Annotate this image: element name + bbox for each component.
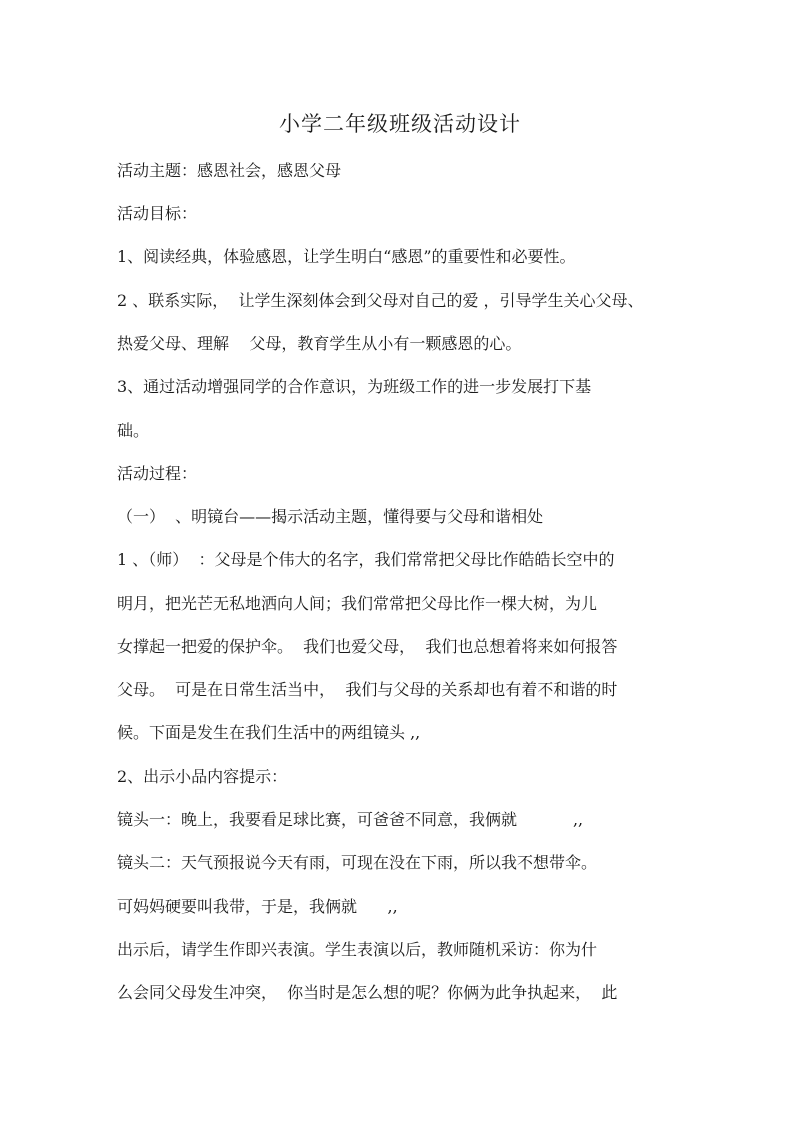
performance-continued-line: 么会同父母发生冲突， 你当时是怎么想的呢？你俩为此争执起来， 此 <box>117 983 618 1002</box>
scene-2-line: 镜头二：天气预报说今天有雨，可现在没在下雨，所以我不想带伞。 <box>117 853 598 872</box>
step-1-line-4: 父母。 可是在日常生活当中， 我们与父母的关系却也有着不和谐的时 <box>117 680 618 699</box>
step-1-line: 1 、（师） ：父母是个伟大的名字，我们常常把父母比作皓皓长空中的 <box>117 550 615 569</box>
activity-theme-line: 活动主题：感恩社会，感恩父母 <box>117 161 342 180</box>
step-1-line-5: 候。下面是发生在我们生活中的两组镜头 ,, <box>117 723 421 742</box>
step-1-line-2: 明月，把光芒无私地洒向人间；我们常常把父母比作一棵大树，为儿 <box>117 594 598 613</box>
scene-1-line: 镜头一：晚上，我要看足球比赛，可爸爸不同意，我俩就 ,, <box>117 810 584 829</box>
activity-process-heading: 活动过程： <box>117 464 198 483</box>
step-2-line: 2、出示小品内容提示： <box>117 767 288 786</box>
section-1-heading: （一） 、明镜台——揭示活动主题，懂得要与父母和谐相处 <box>117 507 544 526</box>
goal-1-line: 1、阅读经典，体验感恩，让学生明白“感恩”的重要性和必要性。 <box>117 247 576 266</box>
goal-3-continued-line: 础。 <box>117 421 150 440</box>
document-title: 小学二年级班级活动设计 <box>279 112 521 136</box>
goal-2-line: 2 、联系实际， 让学生深刻体会到父母对自己的爱 ，引导学生关心父母、 <box>117 291 644 310</box>
goal-3-line: 3、通过活动增强同学的合作意识，为班级工作的进一步发展打下基 <box>117 377 592 396</box>
performance-line: 出示后，请学生作即兴表演。学生表演以后，教师随机采访：你为什 <box>117 940 598 959</box>
scene-2-continued-line: 可妈妈硬要叫我带，于是，我俩就 ,, <box>117 897 398 916</box>
activity-goal-heading: 活动目标： <box>117 204 198 223</box>
goal-2-continued-line: 热爱父母、理解 父母，教育学生从小有一颗感恩的心。 <box>117 334 522 353</box>
step-1-line-3: 女撑起一把爱的保护伞。 我们也爱父母， 我们也总想着将来如何报答 <box>117 637 618 656</box>
